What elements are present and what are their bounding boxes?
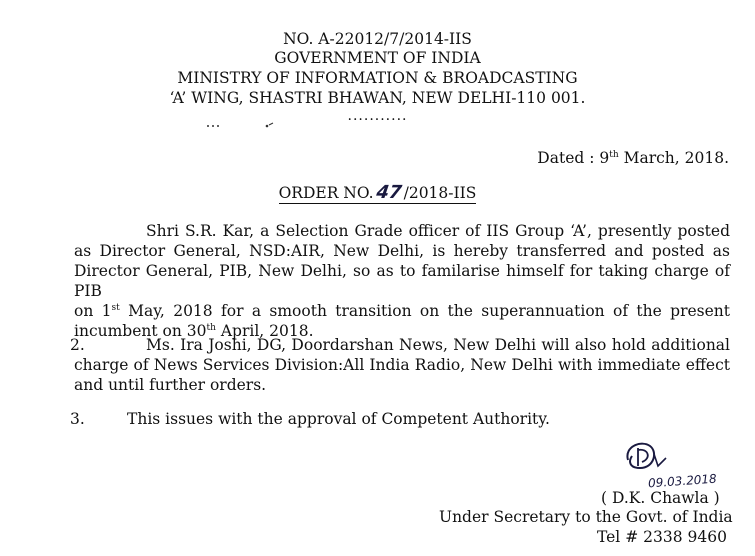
para1-line-2: as Director General, NSD:AIR, New Delhi, is hereby transferred and posted as	[74, 242, 730, 260]
scan-marks-decoration	[205, 120, 285, 132]
paragraph-1	[74, 221, 730, 341]
para2-line-3: and until further orders.	[74, 376, 267, 394]
order-prefix: ORDER NO.	[278, 184, 374, 202]
para2-line-1: Ms. Ira Joshi, DG, Doordarshan News, New Delhi will also hold additional	[146, 336, 730, 354]
address-heading: ‘A’ WING, SHASTRI BHAWAN, NEW DELHI-110 001.	[169, 89, 586, 107]
para1-line-4	[74, 301, 730, 321]
para3-text: This issues with the approval of Competent Authority.	[127, 410, 550, 428]
ministry-heading: MINISTRY OF INFORMATION & BROADCASTING	[177, 69, 578, 87]
para1-line-4-suffix: May, 2018 for a smooth transition on the superannuation of the present	[119, 302, 730, 320]
government-heading: GOVERNMENT OF INDIA	[274, 49, 481, 67]
handwritten-signature	[620, 436, 690, 478]
dated-month-year: March, 2018.	[618, 149, 729, 167]
para1-line-3: Director General, PIB, New Delhi, so as to familarise himself for taking charge of PIB	[74, 262, 730, 300]
para2-number: 2.	[70, 336, 85, 354]
para1-line-5-suffix: April, 2018.	[215, 322, 314, 340]
signatory-telephone: Tel # 2338 9460	[597, 528, 727, 546]
para1-line-4-prefix: on 1	[74, 302, 112, 320]
dated-text: Dated : 9	[537, 149, 610, 167]
para3-number: 3.	[70, 410, 85, 428]
order-suffix: /2018-IIS	[403, 184, 477, 202]
order-number-heading	[0, 183, 755, 204]
signatory-name: ( D.K. Chawla )	[601, 489, 720, 507]
handwritten-signature-date: 09.03.2018	[647, 471, 718, 491]
dated-line	[537, 148, 729, 168]
handwritten-order-number: 47	[374, 182, 403, 203]
para1-line-5-prefix: incumbent on 30	[74, 322, 207, 340]
para1-line-1: Shri S.R. Kar, a Selection Grade officer of IIS Group ‘A’, presently posted	[146, 222, 730, 240]
order-reference: NO. A-22012/7/2014-IIS	[283, 30, 472, 48]
para1-line-5-ordinal: th	[206, 322, 216, 333]
paragraph-2	[74, 335, 730, 395]
para1-line-4-ordinal: st	[111, 302, 120, 313]
para2-line-2: charge of News Services Division:All India Radio, New Delhi with immediate effect	[74, 356, 730, 374]
header-separator-dots: ...........	[347, 108, 408, 124]
dated-ordinal: th	[609, 149, 619, 160]
signatory-designation: Under Secretary to the Govt. of India	[439, 508, 733, 526]
